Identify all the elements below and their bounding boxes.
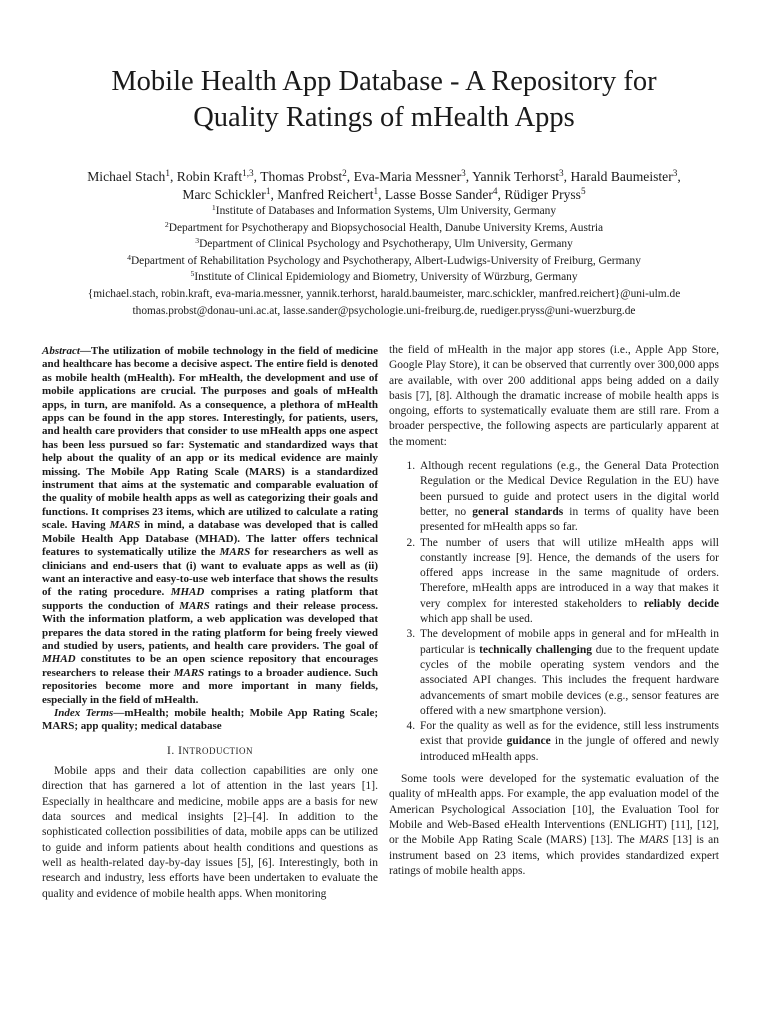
affiliation-line: $^4$Department of Rehabilitation Psychology and Psychotherapy, Albert-Ludwigs-University of Freiburg, Germany xyxy=(127,252,641,267)
author-name: Rüdiger Pryss xyxy=(504,187,581,202)
section-heading-introduction: I. INTRODUCTION xyxy=(167,744,253,757)
author-name: Eva-Maria Messner xyxy=(353,169,462,184)
author-affiliation-mark: 1 xyxy=(265,185,271,196)
author-list xyxy=(20,168,748,204)
paper-title xyxy=(0,64,768,136)
author-affiliation-mark: 1 xyxy=(373,185,379,196)
affiliation-block xyxy=(20,203,748,319)
author-name: Marc Schickler xyxy=(182,187,266,202)
affiliation-line: $^3$Department of Clinical Psychology and Psychotherapy, Ulm University, Germany xyxy=(195,235,573,251)
left-column xyxy=(42,345,378,902)
author-line-2: Marc Schickler$^1$, Manfred Reichert$^1$, Lasse Bosse Sander$^4$, Rüdiger Pryss$^5$ xyxy=(182,185,586,202)
author-affiliation-mark: 4 xyxy=(492,185,498,196)
author-affiliation-mark: 1 xyxy=(165,167,170,178)
email-line-2: thomas.probst@donau-uni.ac.at, lasse.sander@psychologie.uni-freiburg.de, ruediger.pryss@uni-wuerzburg.de xyxy=(132,304,636,317)
affiliation-line: $^5$Institute of Clinical Epidemiology and Biometry, University of Würzburg, Germany xyxy=(190,269,578,284)
list-item: 2. The number of users that will utilize mHealth apps will constantly increase [9]. Hence, the demands of the users for offered apps increase in the same magnitude of orders. Therefore, mHealth apps are introduced in a way that makes it very complex for interested stakeholders to reliably decide which app shall be used. xyxy=(418,536,719,628)
index-terms-heading: Index Terms xyxy=(54,706,114,719)
author-name: Michael Stach xyxy=(87,169,166,184)
author-name: Manfred Reichert xyxy=(277,187,374,202)
aspects-list xyxy=(389,459,719,765)
list-item: 3. The development of mobile apps in general and for mHealth in particular is technically challenging due to the frequent update cycles of the mobile operating system vendors and the associated API changes. This includes the frequent hardware advancements of smart mobile devices (e.g., sensor features are offered with a new smartphone version). xyxy=(418,627,719,719)
list-item: 1. Although recent regulations (e.g., the General Data Protection Regulation or the Medical Device Regulation in the EU) have been pursued to guide and protect users in the digital world better, no general standards in terms of quality have been presented for mHealth apps so far. xyxy=(418,459,719,535)
title-line-2: Quality Ratings of mHealth Apps xyxy=(193,102,575,133)
author-affiliation-mark: 3 xyxy=(461,167,466,178)
author-name: Thomas Probst xyxy=(260,169,343,184)
author-line-1: Michael Stach$^1$, Robin Kraft$^{1,3}$, Thomas Probst$^2$, Eva-Maria Messner$^3$, Yannik Terhorst$^3$, Harald Baumeister$^3$, xyxy=(87,167,681,184)
intro-paragraph: Mobile apps and their data collection capabilities are only one direction that has garnered a lot of attention in the last years [1]. Especially in healthcare and medicine, mobile apps are a basis for new data sources and medical insights [2]–[4]. In addition to the sophisticated collection possibilities of data, mobile apps can be utilized to guide and inform patients about health conditions and questions as well as health-related day-by-day issues [5], [6]. Interestingly, both in research and industry, less efforts have been undertaken to evaluate the quality and evidence of mobile health apps. When monitoring xyxy=(42,765,378,900)
body-paragraph: Some tools were developed for the systematic evaluation of the quality of mHealth apps. For example, the app evaluation model of the American Psychological Association [10], the Evaluation Tool for Mobile and Web-Based eHealth Interventions (ENLIGHT) [11], [12], or the Mobile App Rating Scale (MARS) [13]. The MARS [13] is an instrument based on 23 items, which provides standardized expert ratings of mobile health apps. xyxy=(389,773,719,877)
author-affiliation-mark: 1,3 xyxy=(242,167,254,178)
author-affiliation-mark: 3 xyxy=(672,167,678,178)
affiliation-line: $^2$Department for Psychotherapy and Biopsychosocial Health, Danube University Krems, Austria xyxy=(164,219,604,234)
author-affiliation-mark: 3 xyxy=(559,167,564,178)
title-line-1: Mobile Health App Database - A Repository for xyxy=(111,66,657,97)
abstract: Abstract—The utilization of mobile technology in the field of medicine and healthcare has become a decisive aspect. The entire field is denoted as mobile health (mHealth). For mHealth, the development and use of mobile applications are crucial. The purposes and goals of mHealth apps, in turn, are manifold. As a consequence, a plethora of mHealth apps can be found in the app stores. Interestingly, for patients, users, and health care providers that consider to use mHealth apps one aspect has been less pursued so far: Systematic and standardized ways that help about the quality of an app or its medical evidence are mainly missing. The Mobile App Rating Scale (MARS) is a standardized instrument that aims at the systematic and comparable evaluation of the quality of mobile health apps as well as categorizing their goals and functions. It comprises 23 items, which are utilized to calculate a rating scale. Having MARS in mind, a database was developed that is called Mobile Health App Database (MHAD). The latter offers technical features to systematically utilize the MARS for researchers as well as clinicians and end-users that (i) want to evaluate apps as well as (ii) want an interactive and easy-to-use web interface that shows the results of the rating procedure. MHAD comprises a rating platform that supports the conduction of MARS ratings and their release process. With the information platform, a web application was developed that prepares the data stored in the rating platform for being freely viewed and studied by users, patients, and health care providers. The goal of MHAD constitutes to be an open science repository that encourages researchers to release their MARS ratings to a broader audience. Such repositories become more and more important in many fields, especially in the field of mHealth. xyxy=(42,345,378,706)
affiliation-line: $^1$Institute of Databases and Information Systems, Ulm University, Germany xyxy=(211,202,557,217)
author-name: Robin Kraft xyxy=(176,169,243,184)
index-terms: Index Terms—mHealth; mobile health; Mobile App Rating Scale; MARS; app quality; medical database xyxy=(42,706,379,733)
list-item: 4. For the quality as well as for the evidence, still less instruments exist that provide guidance in the jungle of offered and newly introduced mHealth apps. xyxy=(418,719,719,765)
right-column xyxy=(389,343,719,879)
author-name: Harald Baumeister xyxy=(570,169,673,184)
author-name: Lasse Bosse Sander xyxy=(384,187,493,202)
author-name: Yannik Terhorst xyxy=(472,169,560,184)
author-affiliation-mark: 2 xyxy=(342,167,347,178)
author-affiliation-mark: 5 xyxy=(580,185,586,196)
abstract-heading: Abstract xyxy=(42,345,80,357)
body-paragraph: the field of mHealth in the major app stores (i.e., Apple App Store, Google Play Store), it can be observed that currently over 300,000 apps are available, with over 200 additional apps being added on a daily basis [7], [8]. Although the dramatic increase of mobile health apps is ongoing, efforts to systematically evaluate them are still rare. From a broader perspective, the following aspects are particularly apparent at the moment: xyxy=(389,344,719,448)
email-line-1: {michael.stach, robin.kraft, eva-maria.messner, yannik.terhorst, harald.baumeister, marc.schickler, manfred.reichert}@uni-ulm.de xyxy=(87,287,681,300)
